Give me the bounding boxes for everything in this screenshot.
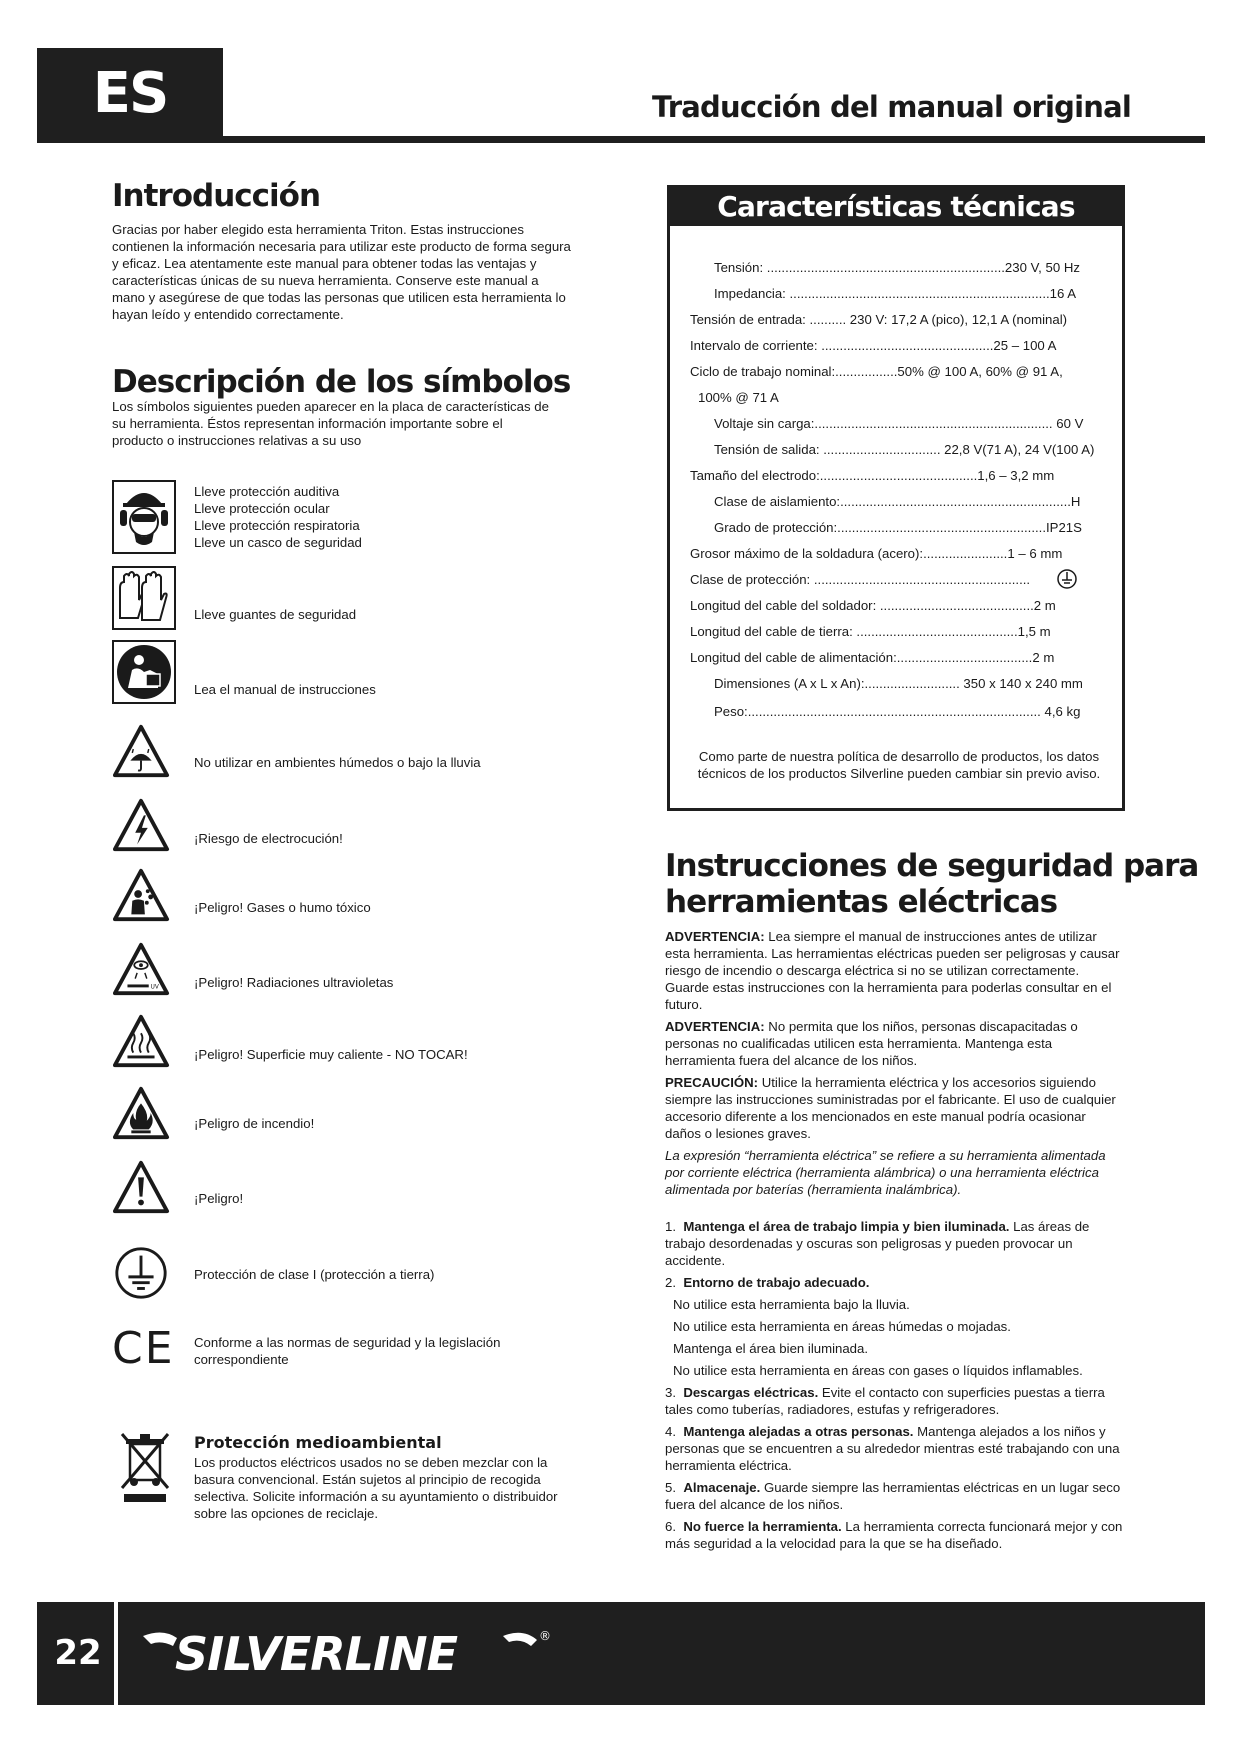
earth-ground-icon	[1056, 568, 1078, 590]
spec-row: Grado de protección:.........................................................IP21S	[714, 520, 1082, 535]
symbols-heading: Descripción de los símbolos	[112, 364, 571, 400]
spec-row: Intervalo de corriente: ...............................................25 – 100 A	[690, 338, 1057, 353]
safety-list	[665, 1218, 1125, 1557]
list-item: 2. Entorno de trabajo adecuado.	[665, 1275, 870, 1290]
silverline-logo	[135, 1618, 555, 1688]
symbol-row-fire	[112, 1084, 592, 1152]
tech-note: Como parte de nuestra política de desarrollo de productos, los datos técnicos de los productos Silverline pueden cambiar sin previo aviso.	[697, 749, 1101, 781]
list-subitem: No utilice esta herramienta en áreas húmedas o mojadas.	[673, 1319, 1011, 1334]
list-item: 5. Almacenaje. Guarde siempre las herramientas eléctricas en un lugar seco fuera del alcance de los niños.	[665, 1480, 1121, 1512]
env-heading: Protección medioambiental	[194, 1433, 442, 1452]
registered-mark: ®	[539, 1629, 551, 1643]
list-item: 4. Mantenga alejadas a otras personas. Mantenga alejados a los niños y personas que se encuentren a su alrededor mientras esté trabajando con una herramienta eléctrica.	[665, 1424, 1120, 1473]
earth-ground-icon	[112, 1244, 170, 1302]
spec-row: Tensión de salida: ................................ 22,8 V(71 A), 24 V(100 A)	[714, 442, 1095, 457]
ppe-text: Lleve protección auditiva Lleve protección ocular Lleve protección respiratoria Lleve un casco de seguridad	[194, 484, 362, 550]
list-item: 1. Mantenga el área de trabajo limpia y bien iluminada. Las áreas de trabajo desordenadas y oscuras son peligrosas y pueden provocar un accidente.	[665, 1219, 1090, 1268]
fire-icon	[112, 1084, 170, 1142]
toxic-gas-icon	[112, 866, 170, 924]
uv-text: ¡Peligro! Radiaciones ultravioletas	[194, 975, 394, 990]
spec-row: 100% @ 71 A	[698, 390, 779, 405]
list-subitem: Mantenga el área bien iluminada.	[673, 1341, 869, 1356]
spec-row: Clase de aislamiento:...............................................................H	[714, 494, 1081, 509]
rain-text: No utilizar en ambientes húmedos o bajo la lluvia	[194, 755, 481, 770]
header-rule	[37, 136, 1205, 143]
symbol-row-electro	[112, 796, 592, 864]
spec-row: Clase de protección: ...........................................................	[690, 572, 1031, 587]
symbol-row-uv	[112, 940, 592, 1008]
symbol-row-hot	[112, 1012, 592, 1080]
spec-row: Voltaje sin carga:................................................................. 60 V	[714, 416, 1084, 431]
list-item: 3. Descargas eléctricas. Evite el contacto con superficies puestas a tierra tales como tuberías, radiadores, estufas y refrigeradores.	[665, 1385, 1105, 1417]
electro-text: ¡Riesgo de electrocución!	[194, 831, 343, 846]
spec-row: Peso:................................................................................ 4,6 kg	[714, 704, 1081, 719]
spec-row: Dimensiones (A x L x An):.......................... 350 x 140 x 240 mm	[714, 676, 1083, 691]
spec-row: Tensión: .................................................................230 V, 50 Hz	[714, 260, 1080, 275]
spec-row: Longitud del cable del soldador: ..........................................2 m	[690, 598, 1056, 613]
gases-text: ¡Peligro! Gases o humo tóxico	[194, 900, 371, 915]
header-title: Traducción del manual original	[651, 90, 1131, 124]
list-item: 6. No fuerce la herramienta. La herramienta correcta funcionará mejor y con más seguridad a la velocidad para la que se ha diseñado.	[665, 1519, 1123, 1551]
intro-heading: Introducción	[112, 178, 321, 214]
electric-shock-icon	[112, 796, 170, 854]
symbol-row-ppe	[112, 480, 592, 560]
list-subitem: No utilice esta herramienta en áreas con gases o líquidos inflamables.	[673, 1363, 1083, 1378]
gloves-text: Lleve guantes de seguridad	[194, 607, 357, 622]
weee-bin-icon	[120, 1430, 172, 1504]
manual-text: Lea el manual de instrucciones	[194, 682, 376, 697]
spec-row: Ciclo de trabajo nominal:.................50% @ 100 A, 60% @ 91 A,	[690, 364, 1063, 379]
language-badge: ES	[37, 48, 223, 140]
symbol-row-ce	[112, 1320, 592, 1388]
hot-text: ¡Peligro! Superficie muy caliente - NO TOCAR!	[194, 1047, 468, 1062]
env-text: Los productos eléctricos usados no se deben mezclar con la basura convencional. Están sujetos al principio de recogida selectiva. Solicite información a su ayuntamiento o distribuidor sobre las opciones de reciclaje.	[194, 1455, 558, 1521]
gloves-icon	[112, 566, 176, 630]
symbol-row-rain	[112, 722, 592, 790]
svg-text:UV: UV	[150, 984, 159, 991]
intro-text: Gracias por haber elegido esta herramienta Triton. Estas instrucciones contienen la información necesaria para utilizar este producto de forma segura y eficaz. Lea atentamente este manual para obtener todas las ventajas y características únicas de su nueva herramienta. Conserve este manual a mano y asegúrese de que todas las personas que utilicen esta herramienta lo hayan leído y entendido correctamente.	[112, 222, 571, 322]
page-number: 22	[54, 1633, 102, 1673]
spec-row: Tensión de entrada: .......... 230 V: 17,2 A (pico), 12,1 A (nominal)	[690, 312, 1068, 327]
danger-text: ¡Peligro!	[194, 1191, 244, 1206]
fire-text: ¡Peligro de incendio!	[194, 1116, 315, 1131]
spec-row: Tamaño del electrodo:...........................................1,6 – 3,2 mm	[690, 468, 1055, 483]
symbol-row-gloves	[112, 566, 592, 634]
spec-row: Impedancia: .......................................................................16 A	[714, 286, 1077, 301]
safety-heading: Instrucciones de seguridad para herramientas eléctricas	[665, 848, 1199, 920]
exclamation-warning-icon	[112, 1158, 170, 1216]
ce-mark-icon: CE	[112, 1323, 175, 1374]
uv-radiation-icon	[112, 940, 170, 998]
symbol-row-gases	[112, 866, 592, 934]
symbol-row-danger	[112, 1158, 592, 1226]
hot-surface-icon	[112, 1012, 170, 1070]
tech-heading: Características técnicas	[670, 188, 1122, 226]
list-subitem: No utilice esta herramienta bajo la lluvia.	[673, 1297, 910, 1312]
safety-warnings: ADVERTENCIA: Lea siempre el manual de instrucciones antes de utilizar esta herramienta. Las herramientas eléctricas pueden ser peligrosas y causar riesgo de incendio o descarga eléctrica si no se utilizan correctamente. Guarde estas instrucciones con la herramienta para poderlas consultar en el futuro. ADVERTENCIA: No permita que los niños, personas discapacitadas o personas no cualificadas utilicen esta herramienta. Mantenga esta herramienta fuera del alcance de los niños. PRECAUCIÓN: Utilice la herramienta eléctrica y los accesorios siguiendo siempre las instrucciones suministradas por el fabricante. El uso de cualquier accesorio diferente a los mencionados en este manual podría ocasionar daños o lesiones graves. La expresión “herramienta eléctrica” se refiere a su herramienta alimentada por corriente eléctrica (herramienta alámbrica) o una herramienta eléctrica alimentada por baterías (herramienta inalámbrica).	[665, 929, 1120, 1197]
footer-divider	[114, 1602, 118, 1705]
spec-row: Longitud del cable de tierra: ............................................1,5 m	[690, 624, 1051, 639]
ppe-icon	[112, 480, 176, 554]
umbrella-warning-icon	[112, 722, 170, 780]
spec-row: Longitud del cable de alimentación:.....................................2 m	[690, 650, 1055, 665]
ce-text: Conforme a las normas de seguridad y la legislación correspondiente	[194, 1335, 501, 1367]
symbol-row-class1	[112, 1244, 592, 1312]
spec-row: Grosor máximo de la soldadura (acero):.......................1 – 6 mm	[690, 546, 1063, 561]
symbols-intro: Los símbolos siguientes pueden aparecer en la placa de características de su herramienta. Éstos representan información importante sobre el producto o instrucciones relativas a su uso	[112, 399, 549, 448]
class1-text: Protección de clase I (protección a tierra)	[194, 1267, 435, 1282]
read-manual-icon	[112, 640, 176, 704]
brand-name: SILVERLINE	[175, 1627, 458, 1681]
symbol-row-manual	[112, 640, 592, 708]
